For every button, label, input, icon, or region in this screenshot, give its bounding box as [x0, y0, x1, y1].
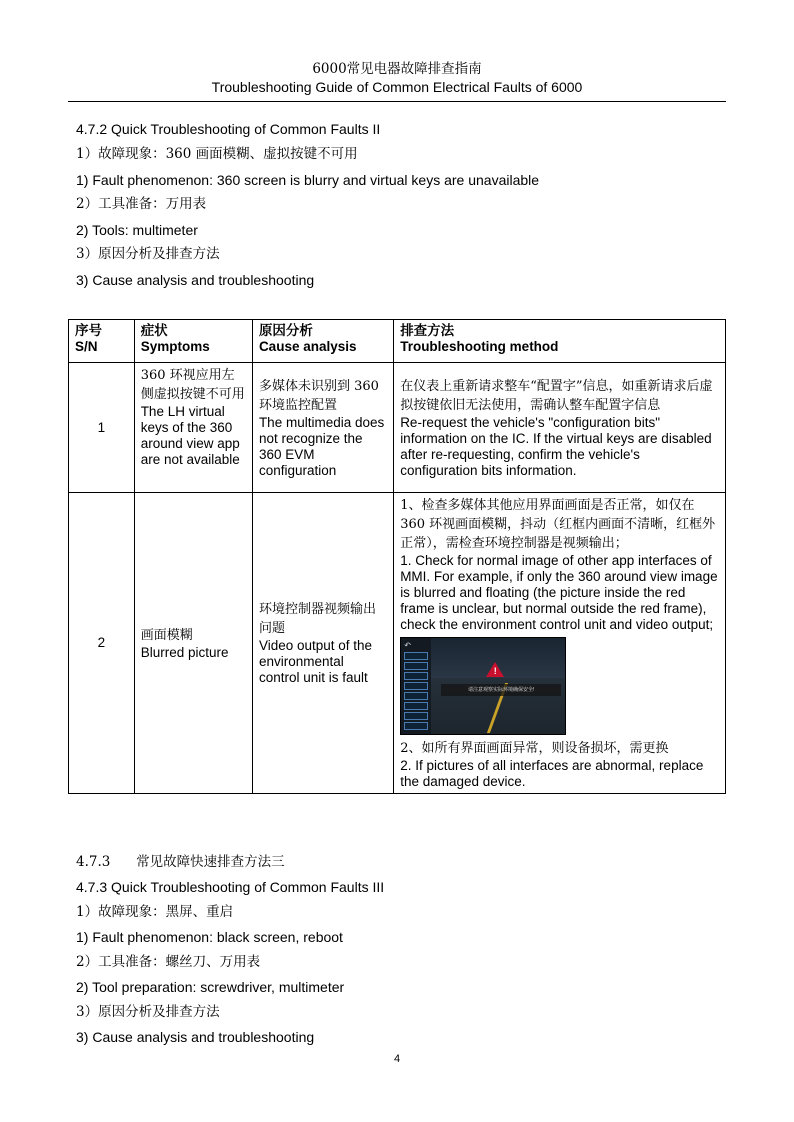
- section-iii-phenomenon-en: 1) Fault phenomenon: black screen, reboot: [76, 929, 343, 945]
- header-sn: [69, 320, 135, 363]
- screenshot-menu-item: [404, 662, 428, 670]
- header-cause-zh: 原因分析: [258, 323, 313, 338]
- section-iii-tools-zh: 2）工具准备：螺丝刀、万用表: [76, 954, 261, 970]
- section-iii-phenomenon-zh: 1）故障现象：黑屏、重启: [76, 904, 234, 920]
- row-2-sn: 2: [69, 493, 135, 794]
- row-1-method-zh: 在仪表上重新请求整车“配置字”信息，如重新请求后虚拟按键依旧无法使用，需确认整车配置字信息: [400, 378, 713, 413]
- row-2-method: [394, 493, 726, 794]
- row-2-symptom: [134, 493, 252, 794]
- row-1-cause: [252, 363, 393, 493]
- header-method: [394, 320, 726, 363]
- row-1-symptom-zh: 360 环视应用左侧虚拟按键不可用: [140, 368, 245, 402]
- row-2-method-2-zh: 2、如所有界面画面异常，则设备损坏，需更换: [400, 741, 669, 756]
- header-method-en: Troubleshooting method: [400, 339, 559, 354]
- row-2-symptom-zh: 画面模糊: [140, 627, 193, 643]
- section-ii-cause-en: 3) Cause analysis and troubleshooting: [76, 272, 315, 288]
- section-iii-cause-zh: 3）原因分析及排查方法: [76, 1004, 220, 1020]
- screenshot-menu-item: [404, 682, 428, 690]
- page-number: 4: [393, 1053, 401, 1065]
- row-1-cause-en: The multimedia does not recognize the 360 EVM configuration: [258, 414, 385, 478]
- back-arrow-icon: ↶: [404, 641, 411, 650]
- row-1-symptom-en: The LH virtual keys of the 360 around view app are not available: [140, 404, 240, 467]
- header-cause: [252, 320, 393, 363]
- row-1-cause-zh: 多媒体未识别到 360 环境监控配置: [258, 378, 379, 413]
- header-sn-en: S/N: [75, 339, 98, 354]
- screenshot-side-menu: [404, 642, 428, 732]
- screenshot-menu-item: [404, 672, 428, 680]
- row-1-method-en: Re-request the vehicle's "configuration bits" information on the IC. If the virtual keys are disabled after re-requesting, confirm the vehicle's configuration bits information.: [400, 414, 712, 478]
- page-header: [68, 60, 726, 96]
- section-iii-cause-en: 3) Cause analysis and troubleshooting: [76, 1029, 315, 1045]
- header-symptoms: [134, 320, 252, 363]
- screenshot-menu-item: [404, 652, 428, 660]
- row-2-symptom-en: Blurred picture: [140, 644, 229, 660]
- header-sn-zh: 序号: [75, 323, 102, 338]
- row-2-cause-en: Video output of the environmental control unit is fault: [258, 638, 373, 685]
- table-header-row: [69, 320, 726, 363]
- screenshot-warning-banner: 请注意观察实际环境确保安全!: [441, 684, 561, 696]
- section-iii-heading-zh: 4.7.3 常见故障快速排查方法三: [76, 854, 285, 870]
- surround-view-screenshot: [400, 637, 566, 735]
- table-row: [69, 493, 726, 794]
- warning-exclamation-icon: !: [493, 666, 497, 676]
- section-ii-phenomenon-zh: 1）故障现象：360 画面模糊、虚拟按键不可用: [76, 146, 358, 162]
- header-title-en: Troubleshooting Guide of Common Electrical Faults of 6000: [211, 79, 583, 95]
- row-2-cause: [252, 493, 393, 794]
- header-cause-en: Cause analysis: [258, 339, 357, 354]
- header-title-zh: 6000常见电器故障排查指南: [312, 61, 482, 77]
- row-1-sn: 1: [69, 363, 135, 493]
- row-1-method: [394, 363, 726, 493]
- section-iii-tools-en: 2) Tool preparation: screwdriver, multimeter: [76, 979, 345, 995]
- screenshot-menu-item: [404, 712, 428, 720]
- header-symptoms-en: Symptoms: [140, 339, 210, 354]
- troubleshooting-table: [68, 319, 726, 794]
- row-2-method-2-en: 2. If pictures of all interfaces are abnormal, replace the damaged device.: [400, 758, 704, 789]
- section-ii-cause-zh: 3）原因分析及排查方法: [76, 246, 220, 262]
- section-ii-heading: 4.7.2 Quick Troubleshooting of Common Faults II: [76, 121, 381, 137]
- section-iii-heading-en: 4.7.3 Quick Troubleshooting of Common Faults III: [76, 879, 385, 895]
- table-row: [69, 363, 726, 493]
- header-symptoms-zh: 症状: [140, 323, 168, 338]
- screenshot-menu-item: [404, 722, 428, 730]
- row-1-symptom: [134, 363, 252, 493]
- screenshot-menu-item: [404, 702, 428, 710]
- section-ii-phenomenon-en: 1) Fault phenomenon: 360 screen is blurry and virtual keys are unavailable: [76, 172, 540, 188]
- row-2-method-1-zh: 1、检查多媒体其他应用界面画面是否正常，如仅在360 环视画面模糊，抖动（红框内画面不清晰，红框外正常），需检查环境控制器是视频输出；: [400, 498, 716, 551]
- header-method-zh: 排查方法: [400, 323, 455, 338]
- section-ii-tools-en: 2) Tools: multimeter: [76, 222, 198, 238]
- header-divider: [68, 101, 726, 102]
- section-ii-tools-zh: 2）工具准备：万用表: [76, 196, 207, 212]
- screenshot-menu-item: [404, 692, 428, 700]
- row-2-method-1-en: 1. Check for normal image of other app interfaces of MMI. For example, if only the 360 around view image is blurred and floating (the picture inside the red frame is unclear, but normal outside the red frame), check the environment control unit and video output;: [400, 553, 718, 632]
- row-2-cause-zh: 环境控制器视频输出问题: [258, 602, 376, 636]
